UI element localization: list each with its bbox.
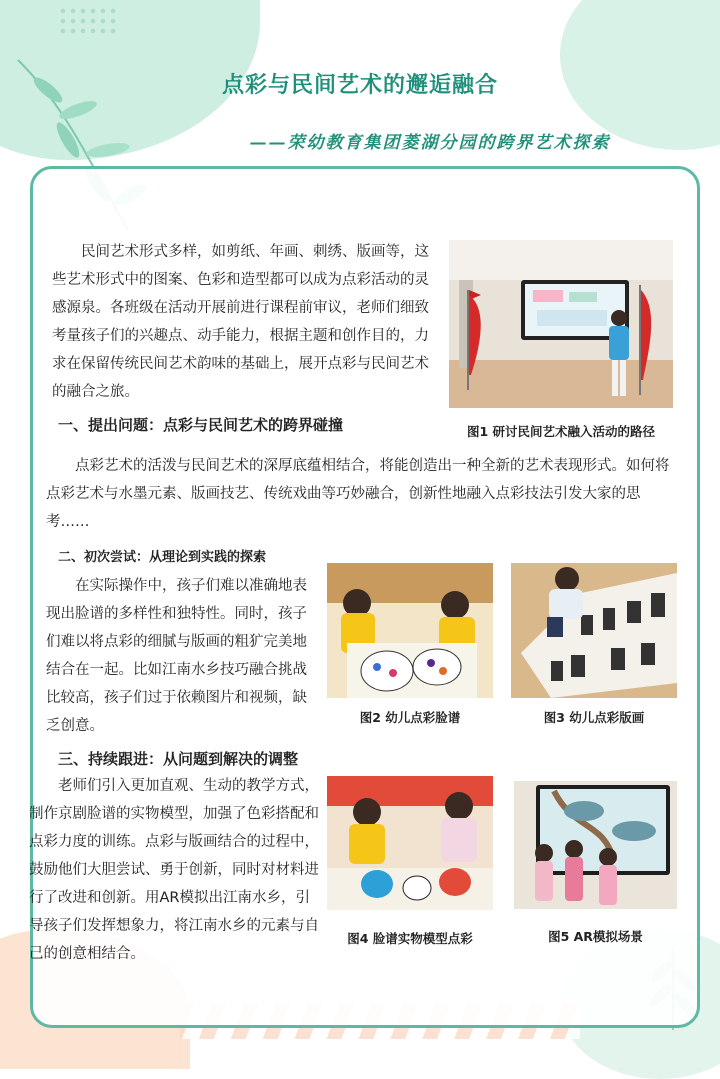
section-3-paragraph: 老师们引入更加直观、生动的教学方式，制作京剧脸谱的实物模型，加强了色彩搭配和点彩力度的训练。点彩与版画结合的过程中，鼓励他们大胆尝试、勇于创新，同时对材料进行了改进和创新。用AR模拟出江南水乡，引导孩子们发挥想象力，将江南水乡的元素与自己的创意相结合。 xyxy=(29,778,319,962)
figure-4-caption: 图4 脸谱实物模型点彩 xyxy=(347,931,473,946)
photo-mask-model-painting xyxy=(327,776,493,910)
page-subtitle: ——荣幼教育集团菱湖分园的跨界艺术探索 xyxy=(249,133,611,153)
section-1-paragraph: 点彩艺术的活泼与民间艺术的深厚底蕴相结合，将能创造出一种全新的艺术表现形式。如何将点彩艺术与水墨元素、版画技艺、传统戏曲等巧妙融合，创新性地融入点彩技法引发大家的思考…… xyxy=(46,458,670,530)
section-2-heading: 二、初次尝试：从理论到实践的探索 xyxy=(58,550,267,565)
figure-5-caption: 图5 AR模拟场景 xyxy=(548,929,643,944)
page-title: 点彩与民间艺术的邂逅融合 xyxy=(221,73,498,98)
photo-children-face-painting xyxy=(327,563,493,698)
section-1-heading: 一、提出问题：点彩与民间艺术的跨界碰撞 xyxy=(58,416,344,434)
intro-paragraph: 民间艺术形式多样，如剪纸、年画、刺绣、版画等，这些艺术形式中的图案、色彩和造型都可以成为点彩活动的灵感源泉。各班级在活动开展前进行课程前审议，老师们细致考量孩子们的兴趣点、动手能力，根据主题和创作目的，力求在保留传统民间艺术韵味的基础上，展开点彩与民间艺术的融合之旅。 xyxy=(52,244,429,400)
photo-classroom-discussion xyxy=(449,240,673,408)
figure-2-caption: 图2 幼儿点彩脸谱 xyxy=(359,710,461,725)
photo-ar-scene xyxy=(514,781,677,909)
figure-3-caption: 图3 幼儿点彩版画 xyxy=(543,710,645,725)
figure-1-caption: 图1 研讨民间艺术融入活动的路径 xyxy=(466,424,656,439)
section-3-heading: 三、持续跟进：从问题到解决的调整 xyxy=(58,750,299,768)
photo-children-printmaking xyxy=(511,563,677,698)
section-2-paragraph: 在实际操作中，孩子们难以准确地表现出脸谱的多样性和独特性。同时，孩子们难以将点彩的细腻与版画的粗犷完美地结合在一起。比如江南水乡技巧融合挑战比较高，孩子们过于依赖图片和视频，缺乏创意。 xyxy=(46,578,307,734)
decorative-dots xyxy=(58,6,118,36)
